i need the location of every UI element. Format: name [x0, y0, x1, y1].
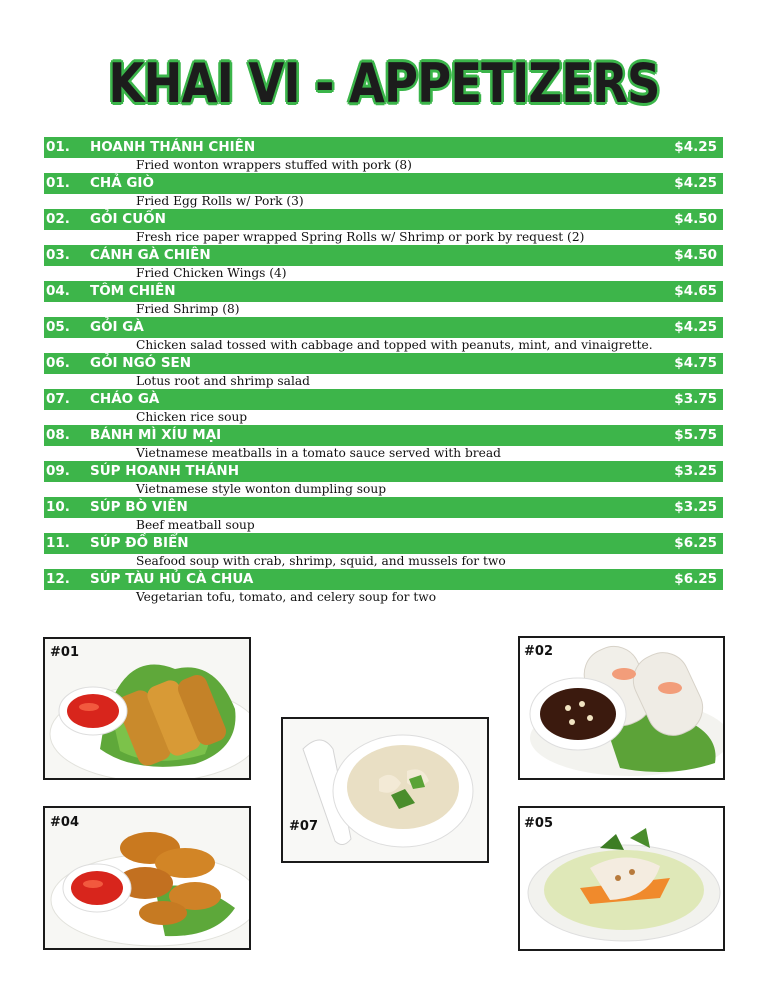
photo-label: #04: [50, 815, 79, 830]
item-price: $4.25: [674, 319, 717, 335]
item-name: BÁNH MÌ XÍU MẠI: [90, 427, 222, 443]
item-bar: [44, 245, 723, 266]
item-bar: [44, 425, 723, 446]
menu-item: [44, 209, 723, 245]
spring-rolls-illustration: [520, 638, 723, 778]
menu-item: [44, 425, 723, 461]
photo-chicken-salad: [518, 806, 725, 951]
item-price: $4.50: [674, 247, 717, 263]
photo-label: #07: [289, 819, 318, 834]
item-description: Vietnamese style wonton dumpling soup: [136, 482, 386, 496]
photo-spring-rolls: [518, 636, 725, 780]
item-name: GỎI CUỐN: [90, 211, 166, 227]
item-number: 12.: [46, 571, 70, 587]
item-price: $3.25: [674, 463, 717, 479]
item-description: Vegetarian tofu, tomato, and celery soup for two: [136, 590, 437, 604]
item-name: SÚP BÒ VIÊN: [90, 499, 188, 515]
item-number: 02.: [46, 211, 70, 227]
item-number: 07.: [46, 391, 70, 407]
item-price: $4.50: [674, 211, 717, 227]
item-price: $4.65: [674, 283, 717, 299]
photo-egg-rolls: [43, 637, 251, 780]
menu-item: [44, 245, 723, 281]
item-bar: [44, 209, 723, 230]
item-number: 05.: [46, 319, 70, 335]
photo-fried-shrimp: [43, 806, 251, 950]
item-price: $5.75: [674, 427, 717, 443]
item-name: CHÁO GÀ: [90, 391, 160, 407]
item-description: Fresh rice paper wrapped Spring Rolls w/ Shrimp or pork by request (2): [136, 230, 585, 244]
item-description: Beef meatball soup: [136, 518, 255, 532]
item-number: 03.: [46, 247, 70, 263]
item-price: $3.75: [674, 391, 717, 407]
item-name: SÚP TÀU HỦ CÀ CHUA: [90, 571, 254, 587]
item-number: 01.: [46, 139, 70, 155]
item-description: Seafood soup with crab, shrimp, squid, and mussels for two: [136, 554, 506, 568]
menu-item: [44, 281, 723, 317]
item-name: GỎI GÀ: [90, 319, 144, 335]
item-name: GỎI NGÓ SEN: [90, 355, 192, 371]
item-number: 08.: [46, 427, 70, 443]
item-description: Fried Egg Rolls w/ Pork (3): [136, 194, 304, 208]
photo-label: #05: [524, 816, 553, 831]
item-number: 01.: [46, 175, 70, 191]
item-description: Vietnamese meatballs in a tomato sauce served with bread: [136, 446, 501, 460]
item-bar: [44, 353, 723, 374]
item-name: SÚP HOANH THÁNH: [90, 463, 239, 479]
menu-title: KHAI VI - APPETIZERS: [108, 52, 660, 115]
item-bar: [44, 497, 723, 518]
item-bar: [44, 281, 723, 302]
item-name: CHẢ GIÒ: [90, 175, 154, 191]
item-bar: [44, 173, 723, 194]
item-price: $4.25: [674, 175, 717, 191]
item-name: HOANH THÁNH CHIÊN: [90, 139, 256, 155]
item-bar: [44, 461, 723, 482]
item-price: $6.25: [674, 535, 717, 551]
item-description: Fried Shrimp (8): [136, 302, 240, 316]
item-number: 09.: [46, 463, 70, 479]
menu-item: [44, 137, 723, 173]
item-price: $4.25: [674, 139, 717, 155]
item-bar: [44, 389, 723, 410]
menu-item: [44, 497, 723, 533]
item-number: 04.: [46, 283, 70, 299]
item-bar: [44, 317, 723, 338]
photo-label: #02: [524, 644, 553, 659]
item-description: Chicken salad tossed with cabbage and topped with peanuts, mint, and vinaigrette.: [136, 338, 653, 352]
item-description: Lotus root and shrimp salad: [136, 374, 310, 388]
menu-item: [44, 533, 723, 569]
item-bar: [44, 569, 723, 590]
menu-item: [44, 173, 723, 209]
photo-chicken-rice-soup: [281, 717, 489, 863]
item-number: 11.: [46, 535, 70, 551]
item-description: Fried Chicken Wings (4): [136, 266, 287, 280]
item-price: $4.75: [674, 355, 717, 371]
item-name: CÁNH GÀ CHIÊN: [90, 247, 211, 263]
item-bar: [44, 533, 723, 554]
item-name: TÔM CHIÊN: [90, 283, 176, 299]
photo-label: #01: [50, 645, 79, 660]
menu-item: [44, 389, 723, 425]
menu-item: [44, 317, 723, 353]
item-number: 06.: [46, 355, 70, 371]
menu-item: [44, 569, 723, 605]
item-description: Chicken rice soup: [136, 410, 248, 424]
menu-item: [44, 461, 723, 497]
item-name: SÚP ĐỒ BIỂN: [90, 535, 189, 551]
soup-illustration: [283, 719, 487, 861]
item-number: 10.: [46, 499, 70, 515]
item-price: $6.25: [674, 571, 717, 587]
menu-list: [44, 137, 723, 605]
item-description: Fried wonton wrappers stuffed with pork (8): [136, 158, 412, 172]
item-bar: [44, 137, 723, 158]
item-price: $3.25: [674, 499, 717, 515]
menu-item: [44, 353, 723, 389]
